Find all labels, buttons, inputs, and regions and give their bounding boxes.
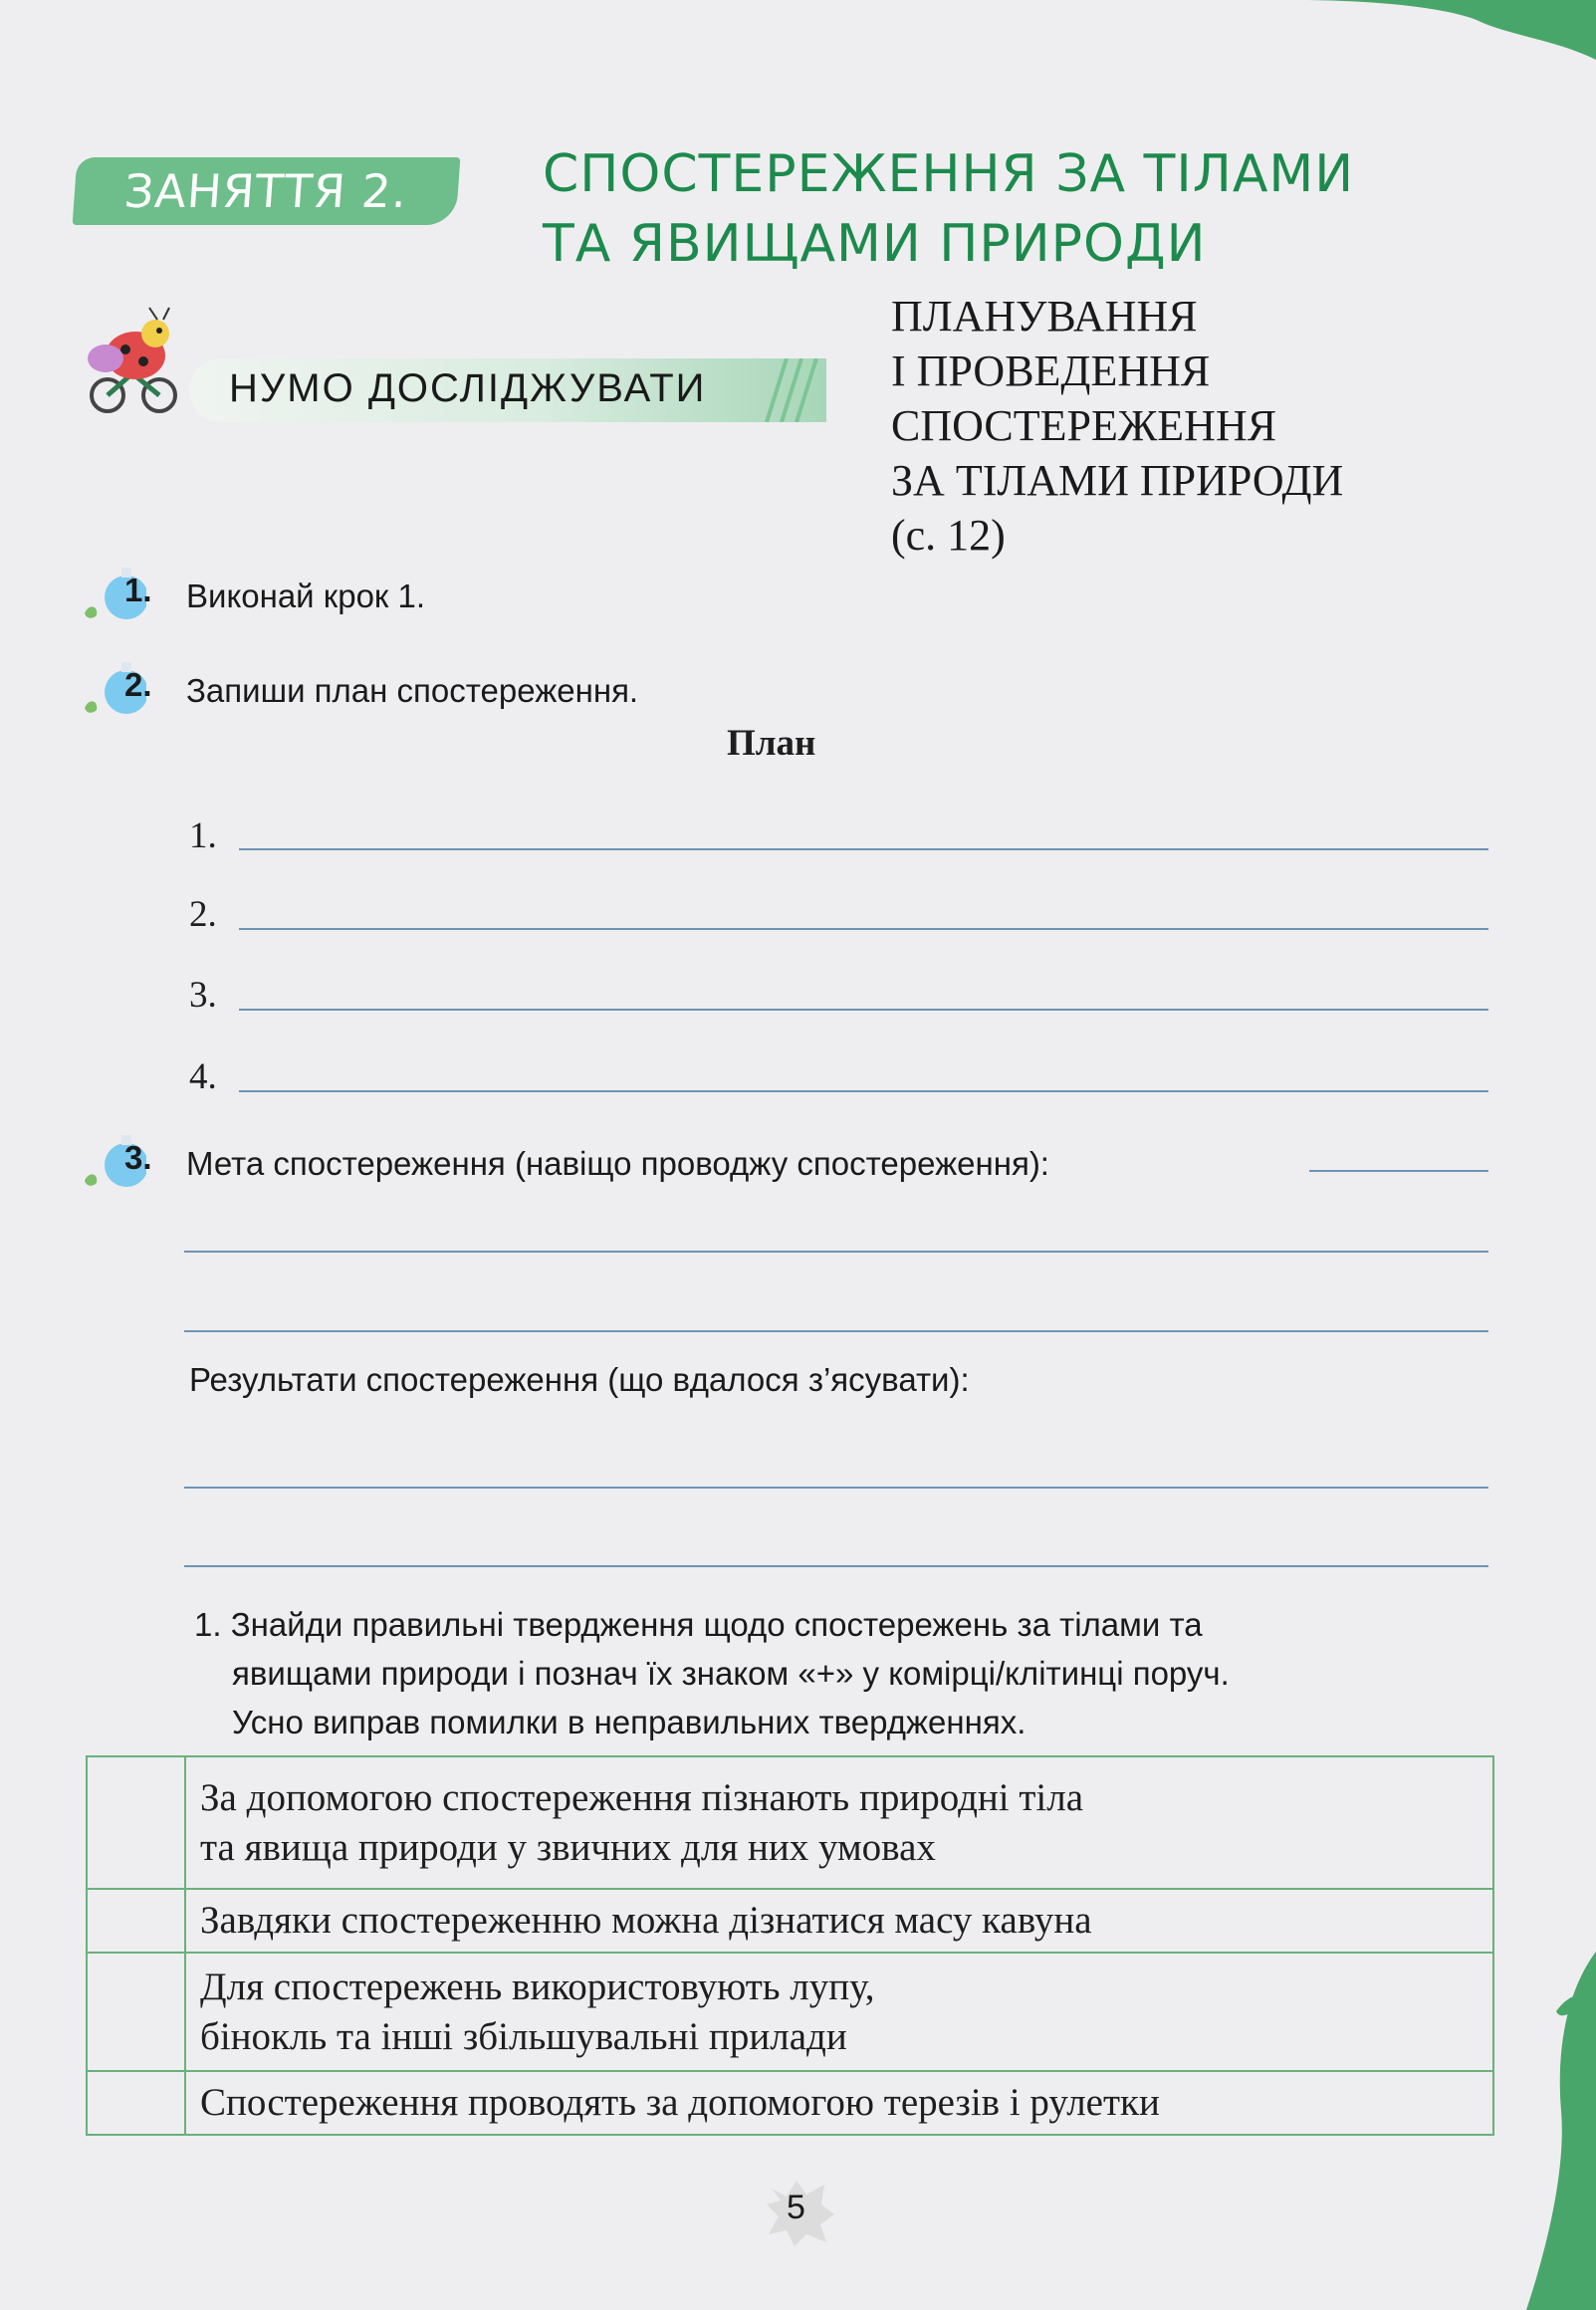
goal-answer-line[interactable] (184, 1251, 1488, 1253)
plan-item-number: 1. (189, 815, 217, 856)
section-heading-page-ref: (с. 12) (891, 511, 1006, 560)
statement-line: Спостереження проводять за допомогою терезів і рулетки (200, 2081, 1160, 2124)
lesson-title (543, 139, 1439, 279)
statement-line: Для спостережень використовують лупу, (200, 1964, 875, 2008)
goal-answer-line[interactable] (1309, 1170, 1488, 1172)
section-heading-line: ПЛАНУВАННЯ (891, 292, 1198, 341)
goal-answer-line[interactable] (184, 1330, 1488, 1332)
statement-line: бінокль та інші збільшувальні прилади (200, 2014, 847, 2058)
stripes-decoration (727, 358, 826, 422)
section-heading-line: І ПРОВЕДЕННЯ (891, 346, 1211, 395)
lesson-title-line2: ТА ЯВИЩАМИ ПРИРОДИ (543, 214, 1207, 274)
table-row (87, 2071, 1493, 2135)
results-answer-line[interactable] (184, 1565, 1488, 1567)
plan-item-number: 4. (189, 1056, 217, 1097)
task-number: 2. (124, 666, 152, 703)
statement-line: За допомогою спостереження пізнають природні тіла (200, 1775, 1084, 1819)
plan-item-number: 2. (189, 894, 217, 935)
plan-item-number: 3. (189, 975, 217, 1016)
plan-answer-line[interactable] (239, 1090, 1488, 1092)
table-row (87, 1889, 1493, 1953)
mark-cell[interactable] (87, 1756, 185, 1889)
lesson-title-line1: СПОСТЕРЕЖЕННЯ ЗА ТІЛАМИ (543, 144, 1355, 204)
explore-label: НУМО ДОСЛІДЖУВАТИ (229, 366, 707, 410)
task-text: Мета спостереження (навіщо проводжу спостереження): (186, 1145, 1049, 1182)
exercise-line: явищами природи і познач їх знаком «+» у комірці/клітинці поруч. (232, 1655, 1230, 1692)
statement-cell (185, 1889, 1493, 1953)
side-decoration (1516, 1952, 1596, 2310)
mark-cell[interactable] (87, 1889, 185, 1953)
ladybug-cyclist-icon (78, 304, 187, 418)
task-text: Виконай крок 1. (186, 578, 426, 614)
section-heading (891, 289, 1343, 563)
mark-cell[interactable] (87, 2071, 185, 2135)
results-label: Результати спостереження (що вдалося з’ясувати): (189, 1361, 970, 1398)
corner-decoration (1178, 0, 1596, 90)
plan-title: План (727, 723, 816, 764)
statement-cell (185, 1756, 1493, 1889)
plan-answer-line[interactable] (239, 928, 1488, 930)
section-heading-line: СПОСТЕРЕЖЕННЯ (891, 401, 1277, 450)
statement-cell (185, 1953, 1493, 2071)
results-answer-line[interactable] (184, 1487, 1488, 1489)
page-number: 5 (787, 2189, 805, 2226)
statements-table (86, 1755, 1494, 2136)
exercise-instructions (194, 1600, 1488, 1746)
task-text: Запиши план спостереження. (186, 672, 639, 709)
table-row (87, 1756, 1493, 1889)
statement-line: та явища природи у звичних для них умовах (200, 1825, 936, 1869)
mark-cell[interactable] (87, 1953, 185, 2071)
plan-answer-line[interactable] (239, 1009, 1488, 1011)
statement-cell (185, 2071, 1493, 2135)
lesson-badge: ЗАНЯТТЯ 2. (73, 157, 461, 225)
table-row (87, 1953, 1493, 2071)
statement-line: Завдяки спостереженню можна дізнатися масу кавуна (200, 1899, 1092, 1942)
section-heading-line: ЗА ТІЛАМИ ПРИРОДИ (891, 456, 1344, 505)
exercise-line: Усно виправ помилки в неправильних твердженнях. (232, 1704, 1026, 1740)
explore-banner (189, 358, 826, 422)
task-number: 1. (124, 572, 152, 608)
task-number: 3. (124, 1139, 152, 1176)
plan-answer-line[interactable] (239, 848, 1488, 850)
exercise-line: 1. Знайди правильні твердження щодо спостережень за тілами та (194, 1606, 1203, 1643)
